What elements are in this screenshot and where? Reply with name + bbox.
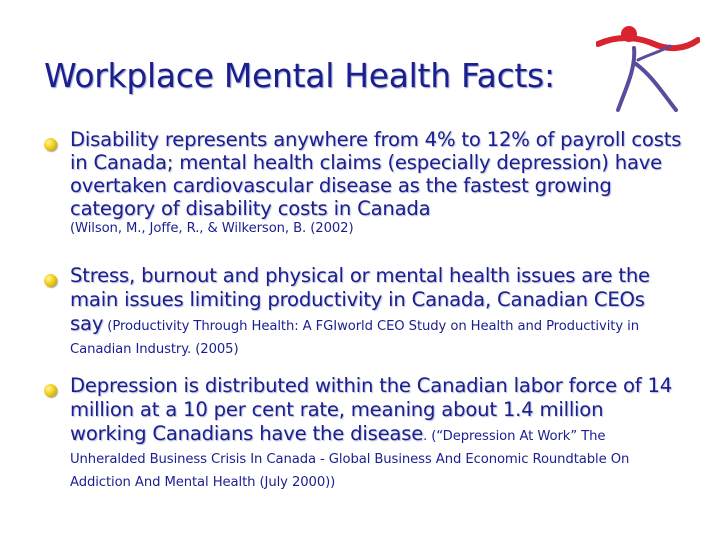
bullet-citation: . (“Depression At Work” The Unheralded Business Crisis In Canada - Global Business And Economic Roundtable On Addiction And Mental Health (July 2000)): [70, 429, 630, 490]
running-figure-logo-icon: [596, 14, 700, 114]
bullet-text: Stress, burnout and physical or mental health issues are the main issues limiting productivity in Canada, Canadian CEOs say: [70, 264, 650, 335]
bullet-item: [44, 374, 684, 492]
bullet-text: Depression is distributed within the Canadian labor force of 14 million at a 10 per cent rate, meaning about 1.4 million working Canadians have the disease: [70, 374, 673, 445]
bullet-text: Disability represents anywhere from 4% to 12% of payroll costs in Canada; mental health claims (especially depression) have overtaken cardiovascular disease as the fastest growing category of disability costs in Canada: [70, 128, 682, 220]
bullet-paragraph: [70, 264, 684, 359]
page-title: Workplace Mental Health Facts:: [44, 56, 555, 95]
bullet-citation: (Wilson, M., Joffe, R., & Wilkerson, B. (2002): [70, 221, 354, 236]
bullet-icon: [44, 274, 57, 287]
bullet-citation: (Productivity Through Health: A FGIworld CEO Study on Health and Productivity in Canadian Industry. (2005): [70, 319, 639, 357]
bullet-paragraph: [70, 374, 684, 492]
bullet-item: [44, 264, 684, 359]
bullet-icon: [44, 138, 57, 151]
bullet-item: [44, 128, 684, 236]
bullet-icon: [44, 384, 57, 397]
